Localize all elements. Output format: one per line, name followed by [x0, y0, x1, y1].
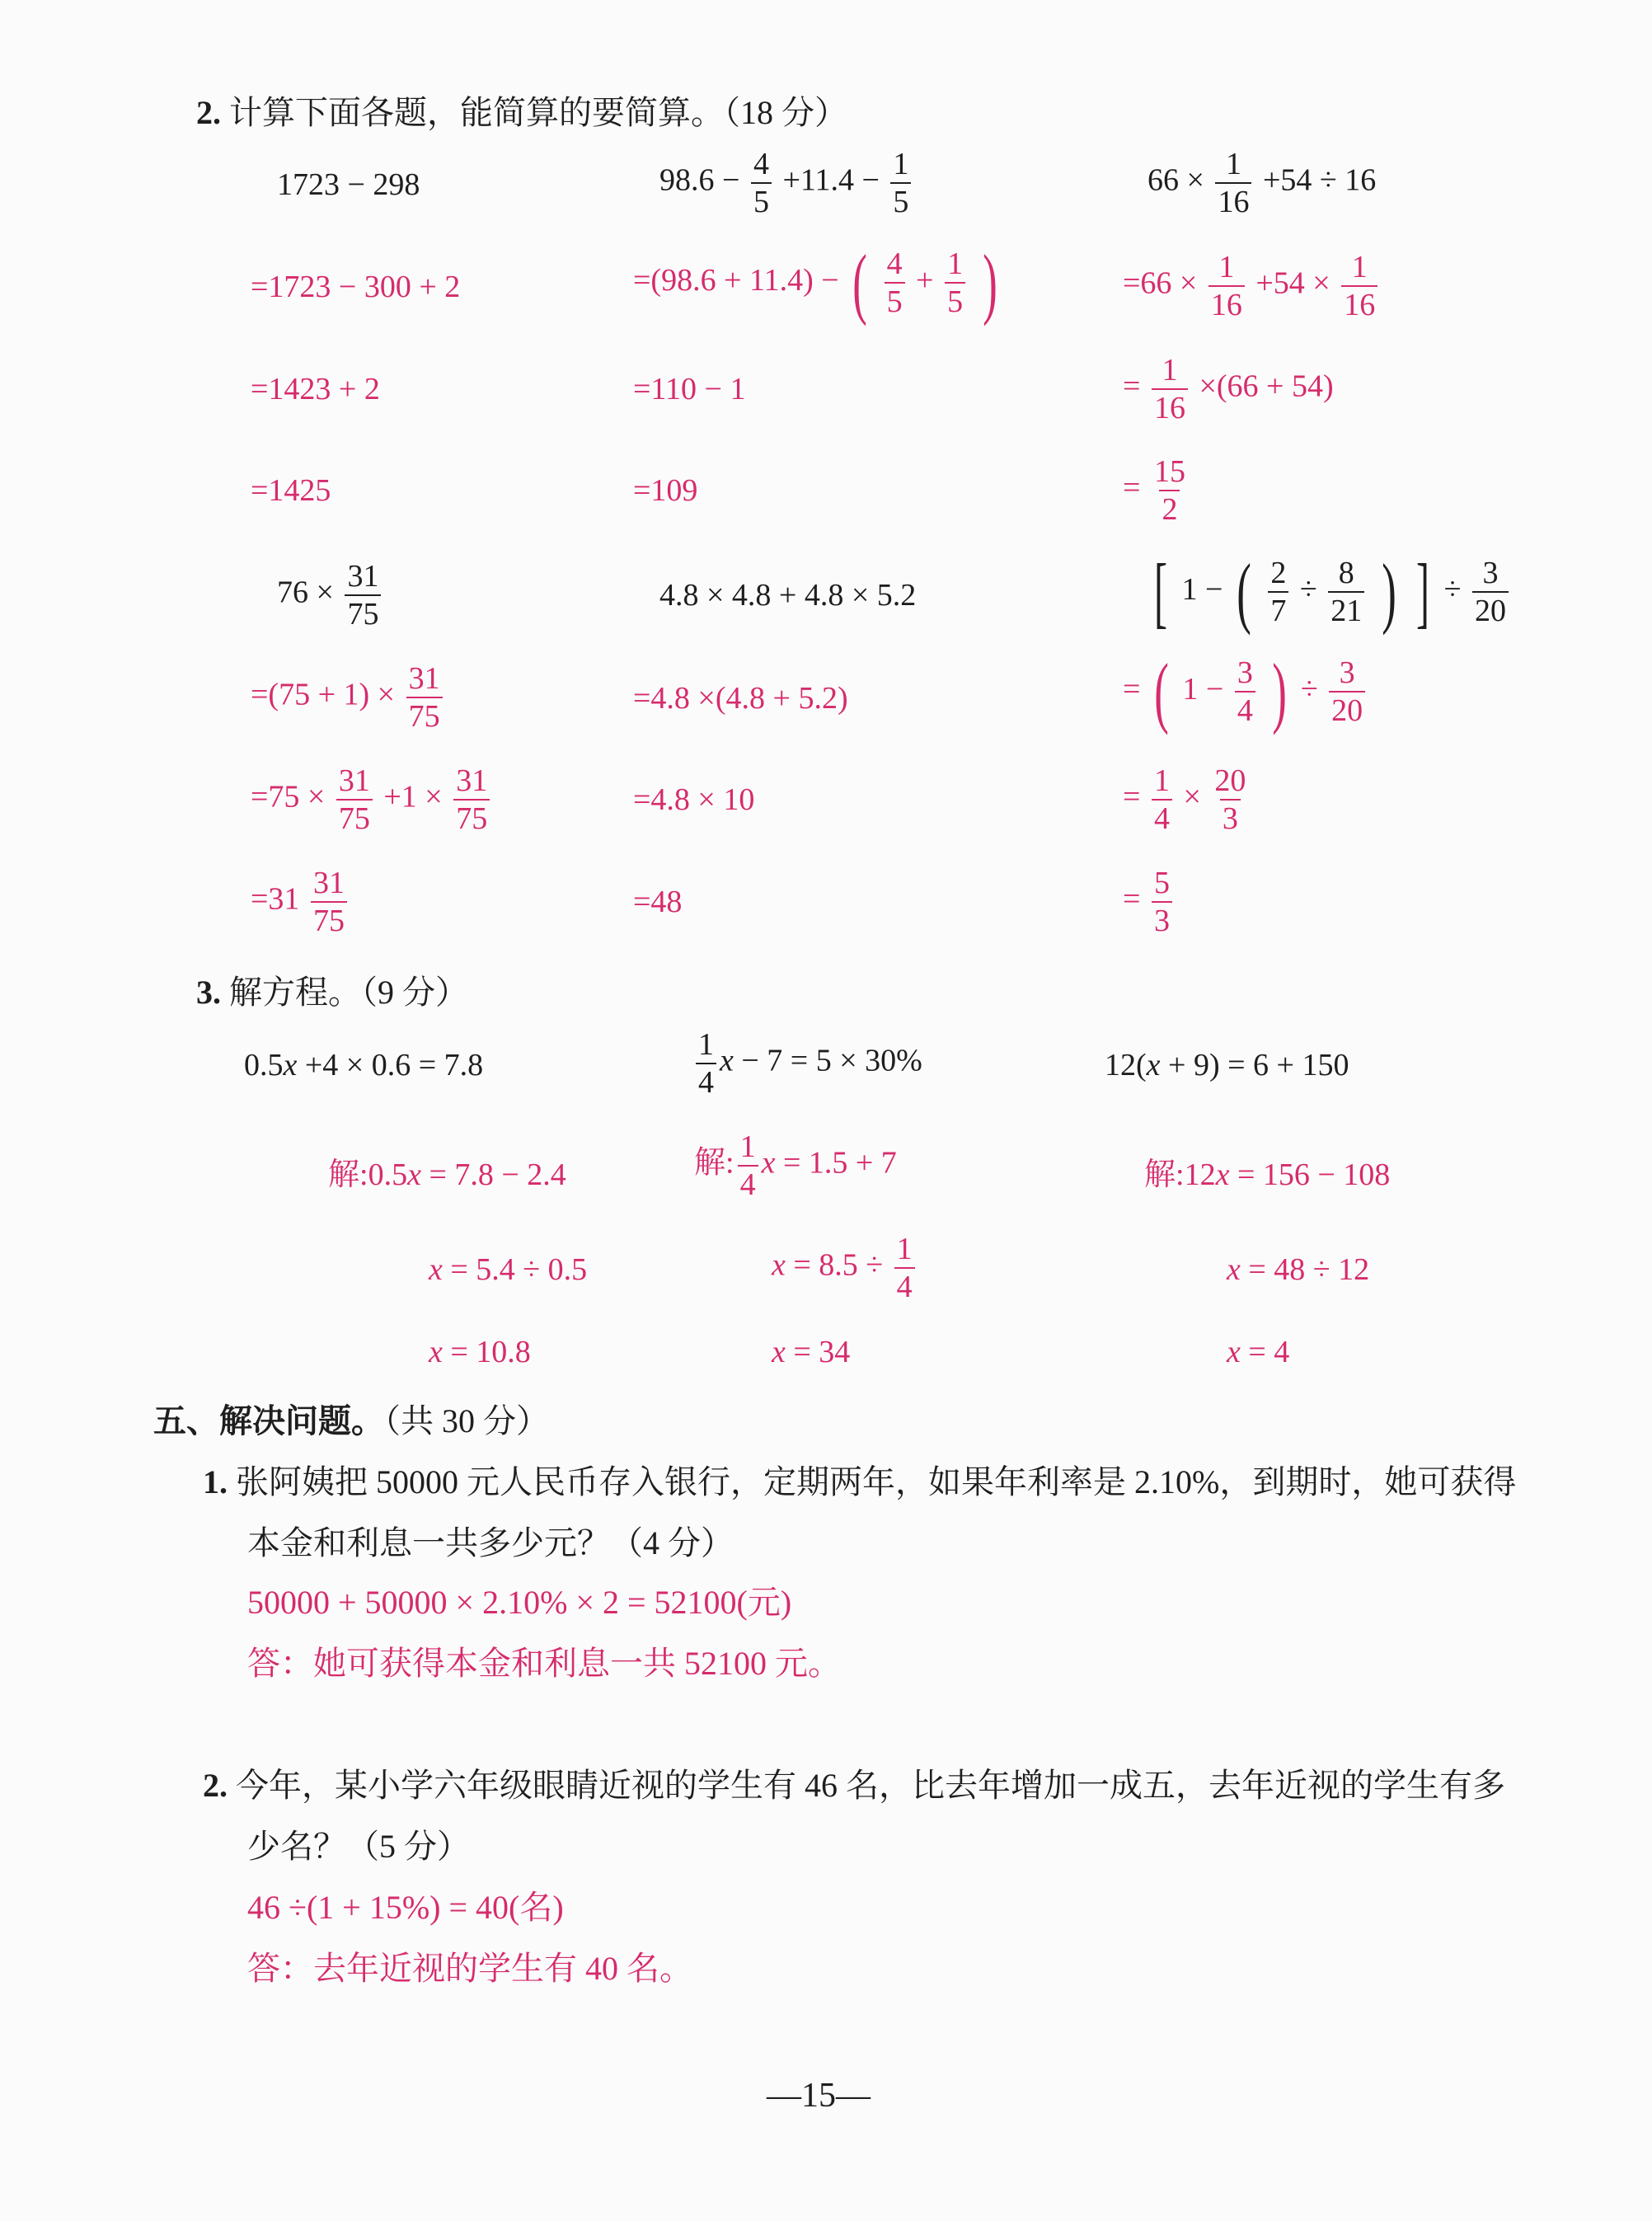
calc-problem-1: 1723 − 298: [277, 167, 420, 202]
equation-1-step-3: x = 10.8: [429, 1335, 531, 1369]
equation-1: 0.5x +4 × 0.6 = 7.8: [244, 1048, 484, 1082]
section5-title: 五、解决问题。: [153, 1402, 384, 1439]
s5-q2-text-1: 今年，某小学六年级眼睛近视的学生有 46 名，比去年增加一成五，去年近视的学生有多: [236, 1767, 1505, 1804]
equation-2-step-3: x = 34: [772, 1335, 851, 1369]
q3-title: 解方程。（9 分）: [229, 974, 468, 1011]
equation-2-step-1: 解: $\frac{1}{4}$ x = 1.5 + 7: [694, 1129, 897, 1202]
calc-1-step-2: =1423 + 2: [251, 372, 380, 406]
calc-6-step-1: = ( 1 − $\frac{3}{4}$ ) ÷ $\frac{3}{20}$: [1123, 656, 1368, 727]
calc-3-step-3: = $\frac{15}{2}$: [1123, 454, 1185, 527]
calc-4-step-1: =(75 + 1) × $\frac{31}{75}$: [251, 663, 446, 732]
equation-3: 12(x + 9) = 6 + 150: [1105, 1048, 1349, 1082]
calc-2-step-3: =109: [633, 473, 698, 508]
calc-3-step-1: =66 × $\frac{1}{16}$ +54 × $\frac{1}{16}$: [1123, 251, 1381, 321]
q3-number: 3.: [196, 974, 221, 1011]
s5-q2-line-1: [203, 1759, 1505, 1806]
calc-problem-5: 4.8 × 4.8 + 4.8 × 5.2: [659, 578, 917, 613]
calc-1-step-1: =1723 − 300 + 2: [251, 270, 461, 304]
calc-2-step-2: =110 − 1: [633, 372, 746, 406]
equation-1-step-1: 解:0.5x = 7.8 − 2.4: [328, 1157, 566, 1192]
q2-title: 计算下面各题，能简算的要简算。（18 分）: [229, 94, 847, 131]
equation-2-step-2: x = 8.5 ÷ $\frac{1}{4}$: [772, 1233, 918, 1303]
q3-heading: [196, 966, 468, 1013]
s5-q2-line-2: 少名？（5 分）: [247, 1828, 470, 1865]
s5-q2-number: 2.: [203, 1767, 228, 1804]
s5-q1-line-1: [203, 1456, 1516, 1503]
calc-6-step-3: = $\frac{5}{3}$: [1123, 867, 1176, 937]
calc-problem-6: [ 1 − ( $\frac{2}{7}$ ÷ $\frac{8}{21}$ ) ] ÷ $\frac{3}{20}$: [1147, 556, 1512, 627]
calc-problem-4: 76 × $\frac{31}{75}$: [277, 561, 384, 630]
s5-q1-answer-text: 答：她可获得本金和利息一共 52100 元。: [247, 1645, 841, 1682]
s5-q2-answer-text: 答：去年近视的学生有 40 名。: [247, 1950, 692, 1987]
s5-q1-number: 1.: [203, 1463, 228, 1500]
calc-3-step-2: = $\frac{1}{16}$ ×(66 + 54): [1123, 353, 1334, 425]
calc-problem-3: 66 × $\frac{1}{16}$ +54 ÷ 16: [1147, 147, 1377, 219]
calc-2-step-1: =(98.6 + 11.4) − ( $\frac{4}{5}$ + $\frac{1}{5}$ ): [633, 238, 997, 326]
calc-4-step-2: =75 × $\frac{31}{75}$ +1 × $\frac{31}{75}$: [251, 765, 493, 834]
q2-number: 2.: [196, 94, 221, 131]
calc-5-step-2: =4.8 × 10: [633, 782, 755, 817]
section5-heading: [153, 1395, 549, 1442]
calc-5-step-3: =48: [633, 885, 683, 919]
calc-4-step-3: =31 $\frac{31}{75}$: [251, 867, 350, 937]
equation-3-step-3: x = 4: [1227, 1335, 1290, 1369]
equation-1-step-2: x = 5.4 ÷ 0.5: [429, 1252, 588, 1287]
s5-q1-text-1: 张阿姨把 50000 元人民币存入银行，定期两年，如果年利率是 2.10%，到期时，她可获得: [236, 1463, 1517, 1500]
equation-3-step-2: x = 48 ÷ 12: [1227, 1252, 1370, 1287]
calc-6-step-2: = $\frac{1}{4}$ × $\frac{20}{3}$: [1123, 763, 1246, 836]
page-number: —15—: [767, 2077, 871, 2115]
equation-2: $\frac{1}{4}$ x − 7 = 5 × 30%: [692, 1029, 922, 1098]
s5-q2-answer-formula: 46 ÷(1 + 15%) = 40(名): [247, 1889, 564, 1926]
calc-5-step-1: =4.8 ×(4.8 + 5.2): [633, 681, 848, 716]
calc-problem-2: 98.6 − $\frac{4}{5}$ +11.4 − $\frac{1}{5}$: [659, 148, 914, 218]
calc-1-step-3: =1425: [251, 473, 331, 508]
s5-q1-line-2: 本金和利息一共多少元？（4 分）: [247, 1524, 734, 1561]
s5-q1-answer-formula: 50000 + 50000 × 2.10% × 2 = 52100(元): [247, 1584, 792, 1621]
section5-title-suffix: （共 30 分）: [384, 1402, 549, 1439]
equation-3-step-1: 解:12x = 156 − 108: [1144, 1157, 1391, 1192]
q2-heading: [196, 87, 847, 134]
